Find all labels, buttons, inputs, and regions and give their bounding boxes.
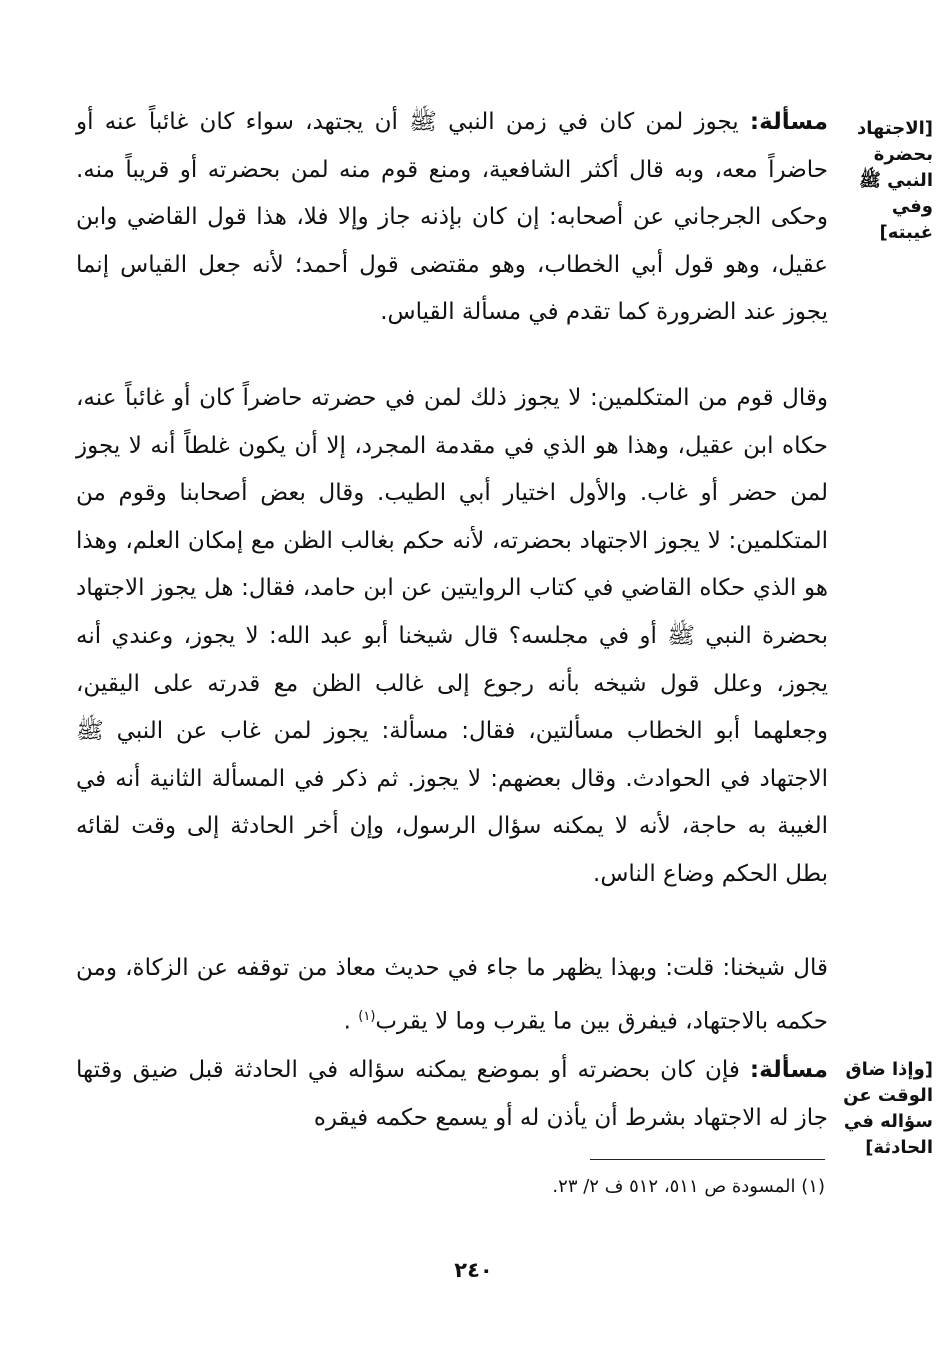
margin-note-ijtihad-presence: [الاجتهاد بحضرة النبي ﷺ وفي غيبته]	[857, 118, 933, 243]
footnote: (١) المسودة ص ٥١١، ٥١٢ ف ٢/ ٢٣.	[552, 1176, 825, 1197]
paragraph-text: قال شيخنا: قلت: وبهذا يظهر ما جاء في حديث معاذ من توقفه عن الزكاة، ومن حكمه بالاجتهاد، فيفرق بين ما يقرب وما لا يقرب	[76, 955, 828, 1035]
paragraph-mutakallimin	[76, 375, 828, 899]
paragraph-masala-2	[76, 1047, 828, 1142]
paragraph-text: فإن كان بحضرته أو بموضع يمكنه سؤاله في الحادثة قبل ضيق وقتها جاز له الاجتهاد بشرط أن يأذن له أو يسمع حكمه فيقره	[76, 1057, 828, 1131]
footnote-reference: (١)	[358, 1008, 376, 1024]
footnote-divider	[590, 1159, 825, 1160]
paragraph-masala-1	[76, 99, 828, 337]
masala-keyword: مسألة:	[749, 1057, 828, 1083]
paragraph-qala-shaykhuna	[76, 945, 828, 1046]
margin-note-time-constraint: [وإذا ضاق الوقت عن سؤاله في الحادثة]	[843, 1059, 933, 1158]
paragraph-end: .	[343, 1008, 359, 1035]
page-number: ٢٤٠	[454, 1258, 493, 1282]
masala-keyword: مسألة:	[749, 109, 828, 135]
paragraph-text: يجوز لمن كان في زمن النبي ﷺ أن يجتهد، سواء كان غائباً عنه أو حاضراً معه، وبه قال أكثر الشافعية، ومنع قوم منه لمن بحضرته أو قريباً منه. وحكى الجرجاني عن أصحابه: إن كان بإذنه جاز وإلا فلا، هذا قول القاضي وابن عقيل، وهو قول أبي الخطاب، وهو مقتضى قول أحمد؛ لأنه جعل القياس إنما يجوز عند الضرورة كما تقدم في مسألة القياس.	[76, 109, 828, 326]
paragraph-text: وقال قوم من المتكلمين: لا يجوز ذلك لمن في حضرته حاضراً كان أو غائباً عنه، حكاه ابن عقيل، وهذا هو الذي في مقدمة المجرد، إلا أن يكون غلطاً أنه لا يجوز لمن حضر أو غاب. والأول اختيار أبي الطيب. وقال بعض أصحابنا وقوم من المتكلمين: لا يجوز الاجتهاد بحضرته، لأنه حكم بغالب الظن مع إمكان العلم، وهذا هو الذي حكاه القاضي في كتاب الروايتين عن ابن حامد، فقال: هل يجوز الاجتهاد بحضرة النبي ﷺ أو في مجلسه؟ قال شيخنا أبو عبد الله: لا يجوز، وعندي أنه يجوز، وعلل قول شيخه بأنه رجوع إلى غالب الظن مع قدرته على اليقين، وجعلهما أبو الخطاب مسألتين، فقال: مسألة: يجوز لمن غاب عن النبي ﷺ الاجتهاد في الحوادث. وقال بعضهم: لا يجوز. ثم ذكر في المسألة الثانية أنه في الغيبة به حاجة، لأنه لا يمكنه سؤال الرسول، وإن أخر الحادثة إلى وقت لقائه بطل الحكم وضاع الناس.	[76, 385, 828, 887]
